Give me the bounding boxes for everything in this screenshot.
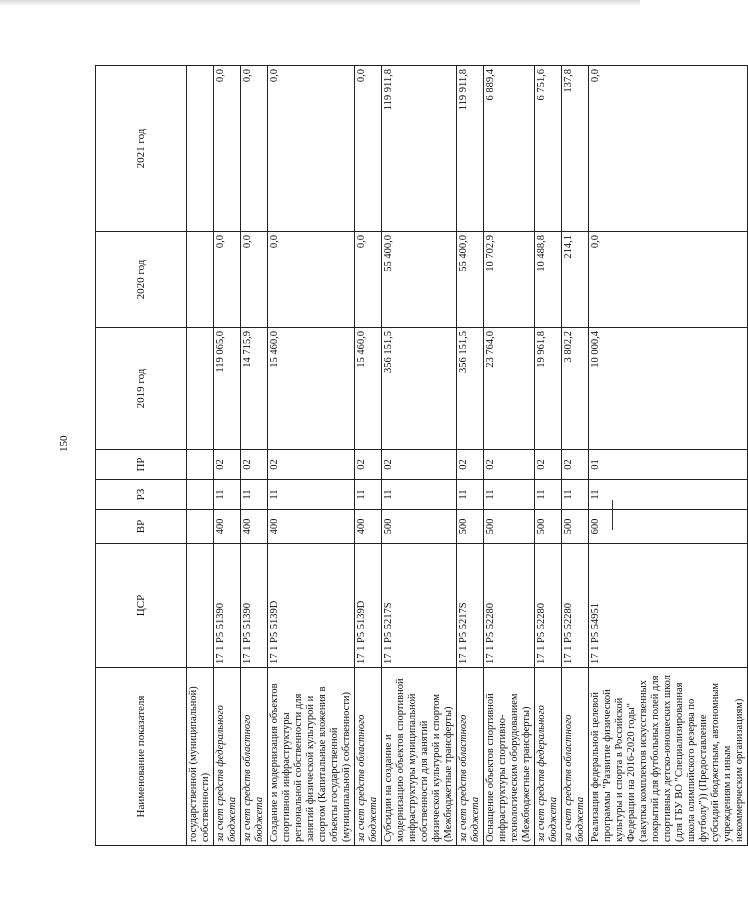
- table-row: [214, 66, 241, 846]
- cell-y2021: 0,0: [268, 66, 355, 232]
- cell-y2019: 15 460,0: [355, 328, 382, 450]
- cell-rz: 11: [382, 480, 457, 510]
- cell-rz: 11: [589, 480, 748, 510]
- cell-pr: 02: [457, 450, 484, 480]
- table-row: [535, 66, 562, 846]
- cell-y2020: 0,0: [214, 232, 241, 328]
- header-name: Наименование показателя: [96, 668, 187, 846]
- cell-vr: 400: [355, 510, 382, 544]
- cell-vr: 400: [241, 510, 268, 544]
- cell-y2020: 0,0: [355, 232, 382, 328]
- cell-rz: 11: [241, 480, 268, 510]
- cell-y2019: [187, 328, 214, 450]
- table-row: [457, 66, 484, 846]
- cell-name: государственной (муниципальной) собственности): [187, 668, 214, 846]
- cell-y2019: 15 460,0: [268, 328, 355, 450]
- cell-y2019: 19 961,8: [535, 328, 562, 450]
- cell-y2020: 0,0: [268, 232, 355, 328]
- cell-name: за счет средств областного бюджета: [457, 668, 484, 846]
- header-2019: 2019 год: [96, 328, 187, 450]
- cell-csr: 17 1 P5 5139D: [355, 544, 382, 668]
- cell-vr: 500: [382, 510, 457, 544]
- cell-y2019: 10 000,4: [589, 328, 748, 450]
- cell-y2020: 10 702,9: [484, 232, 535, 328]
- header-2021: 2021 год: [96, 66, 187, 232]
- cell-y2021: 6 889,4: [484, 66, 535, 232]
- cell-rz: 11: [457, 480, 484, 510]
- cell-csr: 17 1 P5 52280: [535, 544, 562, 668]
- header-pr: ПР: [96, 450, 187, 480]
- cell-y2020: 0,0: [589, 232, 748, 328]
- cell-y2021: 0,0: [214, 66, 241, 232]
- cell-name: за счет средств областного бюджета: [355, 668, 382, 846]
- cell-pr: 02: [241, 450, 268, 480]
- cell-y2019: 119 065,0: [214, 328, 241, 450]
- cell-csr: 17 1 P5 5217S: [382, 544, 457, 668]
- cell-vr: 500: [484, 510, 535, 544]
- cell-y2019: 14 715,9: [241, 328, 268, 450]
- cell-name: Создание и модернизация объектов спортивной инфраструктуры региональной собственности для занятий физической культурой и спортом (Капитальные вложения в объекты государственной (муниципальной) собственности): [268, 668, 355, 846]
- cell-y2019: 23 764,0: [484, 328, 535, 450]
- table-row: [241, 66, 268, 846]
- scan-edge: [0, 0, 640, 6]
- cell-csr: 17 1 P5 54951: [589, 544, 748, 668]
- table-row: [355, 66, 382, 846]
- budget-table: [95, 65, 748, 846]
- cell-csr: 17 1 P5 5139D: [268, 544, 355, 668]
- cell-vr: 500: [562, 510, 589, 544]
- table-header-row: [96, 66, 187, 846]
- cell-pr: 02: [562, 450, 589, 480]
- cell-vr: 500: [535, 510, 562, 544]
- header-2020: 2020 год: [96, 232, 187, 328]
- cell-name: Оснащение объектов спортивной инфраструктуры спортивно-технологическим оборудованием (Межбюджетные трансферты): [484, 668, 535, 846]
- cell-y2021: 119 911,8: [457, 66, 484, 232]
- cell-rz: 11: [268, 480, 355, 510]
- cell-vr: 400: [214, 510, 241, 544]
- cell-name: за счет средств областного бюджета: [562, 668, 589, 846]
- cell-csr: 17 1 P5 52280: [484, 544, 535, 668]
- table-row: [382, 66, 457, 846]
- cell-csr: [187, 544, 214, 668]
- cell-name: за счет средств федерального бюджета: [214, 668, 241, 846]
- cell-pr: 02: [484, 450, 535, 480]
- header-csr: ЦСР: [96, 544, 187, 668]
- cell-rz: 11: [214, 480, 241, 510]
- cell-y2019: 3 802,2: [562, 328, 589, 450]
- cell-vr: 500: [457, 510, 484, 544]
- cell-name: Реализация федеральной целевой программы "Развитие физической культуры и спорта в Российской Федерации на 2016-2020 годы" (закупка комплектов искусственных покрытий для футбольных полей для спортивных детско-юношеских школ (для ГБУ ВО "Специализированная школа олимпийского резерва по футболу")) (Предоставление субсидий бюджетным, автономным учреждениям и иным некоммерческим организациям): [589, 668, 748, 846]
- cell-csr: 17 1 P5 52280: [562, 544, 589, 668]
- cell-y2019: 356 151,5: [382, 328, 457, 450]
- cell-name: Субсидии на создание и модернизацию объектов спортивной инфраструктуры муниципальной собственности для занятий физической культурой и спортом (Межбюджетные трансферты): [382, 668, 457, 846]
- table-row: [187, 66, 214, 846]
- cell-y2021: [187, 66, 214, 232]
- cell-pr: [187, 450, 214, 480]
- cell-y2019: 356 151,5: [457, 328, 484, 450]
- cell-y2021: 6 751,6: [535, 66, 562, 232]
- cell-rz: 11: [535, 480, 562, 510]
- cell-name: за счет средств федерального бюджета: [535, 668, 562, 846]
- cell-y2021: 119 911,8: [382, 66, 457, 232]
- budget-table-container: [95, 66, 745, 846]
- header-rz: РЗ: [96, 480, 187, 510]
- cell-pr: 01: [589, 450, 748, 480]
- cell-y2020: 0,0: [241, 232, 268, 328]
- cell-rz: 11: [484, 480, 535, 510]
- cell-y2020: 214,1: [562, 232, 589, 328]
- header-vr: ВР: [96, 510, 187, 544]
- table-row: [484, 66, 535, 846]
- table-row: [268, 66, 355, 846]
- cell-csr: 17 1 P5 5217S: [457, 544, 484, 668]
- cell-pr: 02: [535, 450, 562, 480]
- table-row: [589, 66, 748, 846]
- cell-vr: [187, 510, 214, 544]
- cell-rz: 11: [562, 480, 589, 510]
- cell-pr: 02: [214, 450, 241, 480]
- cell-csr: 17 1 P5 51390: [241, 544, 268, 668]
- cell-y2020: [187, 232, 214, 328]
- cell-pr: 02: [268, 450, 355, 480]
- cell-y2021: 0,0: [355, 66, 382, 232]
- cell-name: за счет средств областного бюджета: [241, 668, 268, 846]
- cell-y2020: 55 400,0: [382, 232, 457, 328]
- cell-pr: 02: [355, 450, 382, 480]
- cell-vr: 600: [589, 510, 748, 544]
- cell-y2021: 0,0: [589, 66, 748, 232]
- cell-y2021: 0,0: [241, 66, 268, 232]
- cell-rz: [187, 480, 214, 510]
- table-body: [187, 66, 748, 846]
- table-row: [562, 66, 589, 846]
- page-number: 150: [58, 435, 70, 452]
- cell-pr: 02: [382, 450, 457, 480]
- cell-vr: 400: [268, 510, 355, 544]
- cell-y2021: 137,8: [562, 66, 589, 232]
- cell-csr: 17 1 P5 51390: [214, 544, 241, 668]
- cell-rz: 11: [355, 480, 382, 510]
- cell-y2020: 55 400,0: [457, 232, 484, 328]
- cell-y2020: 10 488,8: [535, 232, 562, 328]
